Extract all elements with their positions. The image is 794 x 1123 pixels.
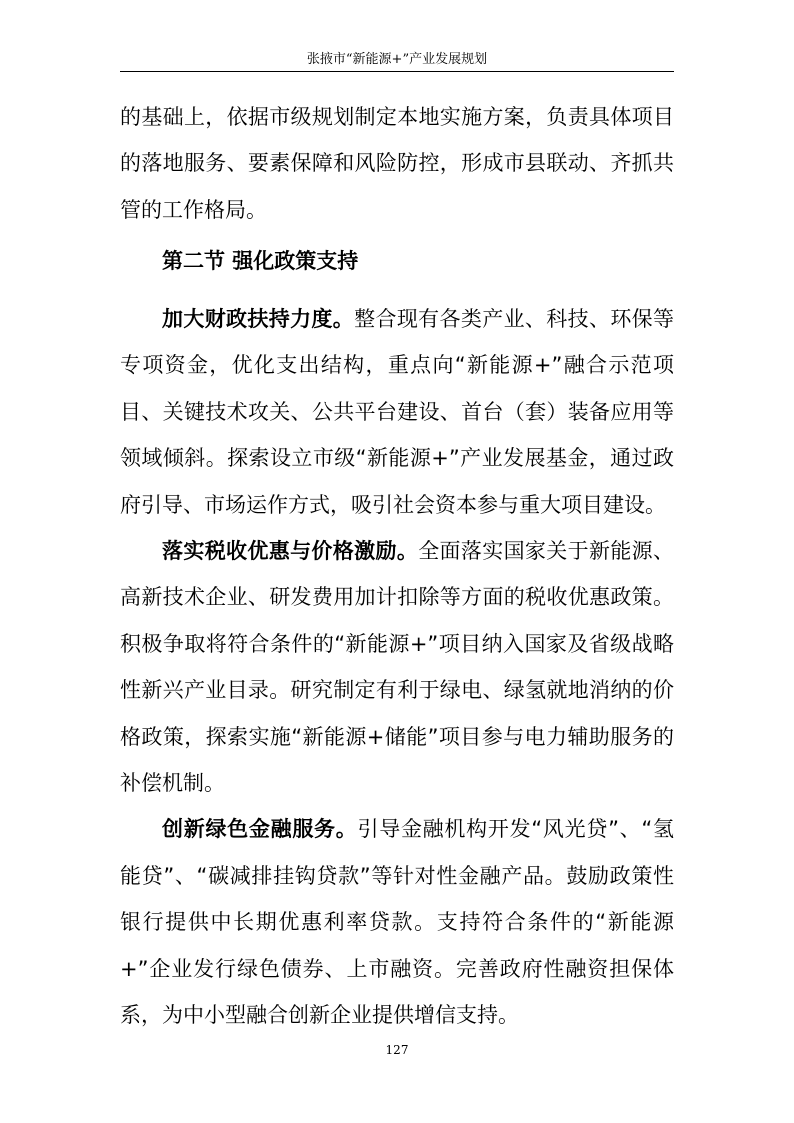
header-divider (120, 71, 674, 72)
page-header: 张掖市“新能源+”产业发展规划 (306, 52, 488, 67)
paragraph-green-finance-body: 引导金融机构开发“风光贷”、“氢能贷”、“碳减排挂钩贷款”等针对性金融产品。鼓励政策性银行提供中长期优惠利率贷款。支持符合条件的“新能源+”企业发行绿色债券、上市融资。完善政府性融资担保体系，为中小型融合创新企业提供增信支持。 (120, 817, 675, 1028)
paragraph-tax-price-heading: 落实税收优惠与价格激励。 (162, 539, 419, 564)
page-number: 127 (385, 1043, 409, 1057)
paragraph-tax-price (120, 528, 674, 806)
intro-paragraph-block (120, 94, 674, 233)
paragraph-green-finance (120, 806, 674, 1038)
policy-paragraphs (120, 296, 674, 1039)
paragraph-fiscal-support-heading: 加大财政扶持力度。 (162, 307, 355, 331)
paragraph-green-finance-heading: 创新绿色金融服务。 (162, 817, 358, 842)
section-title: 第二节 强化政策支持 (162, 249, 359, 273)
continuation-paragraph: 的基础上，依据市级规划制定本地实施方案，负责具体项目的落地服务、要素保障和风险防控，形成市县联动、齐抓共管的工作格局。 (120, 105, 674, 222)
paragraph-fiscal-support-body: 整合现有各类产业、科技、环保等专项资金，优化支出结构，重点向“新能源+”融合示范项目、关键技术攻关、公共平台建设、首台（套）装备应用等领域倾斜。探索设立市级“新能源+”产业发展基金，通过政府引导、市场运作方式，吸引社会资本参与重大项目建设。 (120, 307, 675, 517)
paragraph-fiscal-support (120, 296, 674, 528)
paragraph-tax-price-body: 全面落实国家关于新能源、高新技术企业、研发费用加计扣除等方面的税收优惠政策。积极争取将符合条件的“新能源+”项目纳入国家及省级战略性新兴产业目录。研究制定有利于绿电、绿氢就地消纳的价格政策，探索实施“新能源+储能”项目参与电力辅助服务的补偿机制。 (120, 539, 675, 796)
